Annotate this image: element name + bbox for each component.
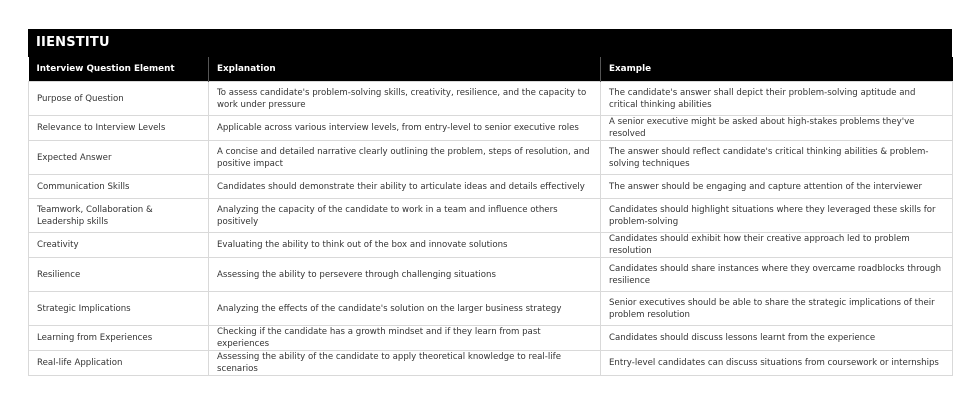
table-row [29,351,953,376]
table-row [29,116,953,141]
cell-example: The candidate's answer shall depict their problem-solving aptitude and critical thinking abilities [601,82,953,116]
cell-element: Learning from Experiences [29,326,209,351]
cell-element: Expected Answer [29,141,209,175]
cell-example: Entry-level candidates can discuss situations from coursework or internships [601,351,953,376]
header-row [29,57,953,82]
table-row [29,292,953,326]
cell-explanation: Assessing the ability to persevere through challenging situations [209,258,601,292]
table-row [29,326,953,351]
cell-explanation: Evaluating the ability to think out of the box and innovate solutions [209,233,601,258]
cell-explanation: Checking if the candidate has a growth mindset and if they learn from past experiences [209,326,601,351]
cell-example: Senior executives should be able to share the strategic implications of their problem resolution [601,292,953,326]
table-container [28,29,952,376]
data-table [28,57,953,376]
cell-example: The answer should be engaging and capture attention of the interviewer [601,175,953,199]
cell-element: Relevance to Interview Levels [29,116,209,141]
header-cell-element: Interview Question Element [29,57,209,82]
cell-example: A senior executive might be asked about high-stakes problems they've resolved [601,116,953,141]
cell-explanation: Candidates should demonstrate their ability to articulate ideas and details effectively [209,175,601,199]
cell-explanation: Assessing the ability of the candidate to apply theoretical knowledge to real-life scenarios [209,351,601,376]
table-row [29,199,953,233]
cell-explanation: Applicable across various interview levels, from entry-level to senior executive roles [209,116,601,141]
table-body [29,82,953,376]
table-row [29,82,953,116]
header-cell-example: Example [601,57,953,82]
cell-explanation: A concise and detailed narrative clearly outlining the problem, steps of resolution, and positive impact [209,141,601,175]
cell-element: Purpose of Question [29,82,209,116]
brand-title: IIENSTITU [28,29,952,57]
cell-example: Candidates should exhibit how their creative approach led to problem resolution [601,233,953,258]
cell-explanation: Analyzing the effects of the candidate's solution on the larger business strategy [209,292,601,326]
cell-element: Teamwork, Collaboration & Leadership skills [29,199,209,233]
cell-explanation: To assess candidate's problem-solving skills, creativity, resilience, and the capacity to work under pressure [209,82,601,116]
cell-element: Real-life Application [29,351,209,376]
cell-element: Creativity [29,233,209,258]
table-header [29,57,953,82]
cell-element: Strategic Implications [29,292,209,326]
cell-example: Candidates should highlight situations where they leveraged these skills for problem-solving [601,199,953,233]
header-cell-explanation: Explanation [209,57,601,82]
cell-explanation: Analyzing the capacity of the candidate to work in a team and influence others positively [209,199,601,233]
table-row [29,258,953,292]
cell-element: Communication Skills [29,175,209,199]
cell-example: Candidates should discuss lessons learnt from the experience [601,326,953,351]
cell-example: The answer should reflect candidate's critical thinking abilities & problem-solving techniques [601,141,953,175]
cell-element: Resilience [29,258,209,292]
table-row [29,175,953,199]
table-row [29,141,953,175]
cell-example: Candidates should share instances where they overcame roadblocks through resilience [601,258,953,292]
table-row [29,233,953,258]
